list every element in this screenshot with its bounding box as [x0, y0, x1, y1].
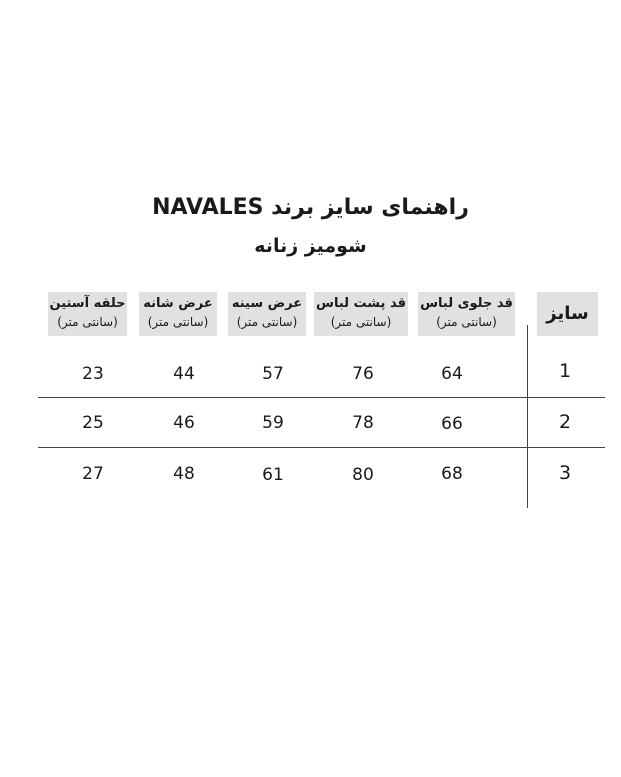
header-sleeve-hole-label: حلقه آستین [49, 296, 126, 311]
header-shoulder-width-unit: (سانتی متر) [147, 315, 209, 329]
table-cell: 57 [262, 364, 284, 384]
header-chest-width-unit: (سانتی متر) [236, 315, 298, 329]
size-guide-title: راهنمای سایز برند NAVALES [152, 195, 469, 220]
table-cell: 64 [441, 364, 463, 384]
table-cell: 78 [352, 413, 374, 433]
header-sleeve-hole [48, 292, 127, 336]
row-size-1: 1 [558, 360, 572, 382]
table-cell: 23 [82, 364, 104, 384]
size-column-header: سایز [537, 292, 598, 336]
column-divider [527, 325, 528, 508]
row-size-2: 2 [558, 411, 572, 433]
header-back-length [314, 292, 408, 336]
product-subtitle: شومیز زنانه [254, 235, 367, 257]
header-back-length-unit: (سانتی متر) [330, 315, 392, 329]
row-divider [38, 447, 605, 448]
row-size-3: 3 [558, 462, 572, 484]
table-cell: 76 [352, 364, 374, 384]
table-cell: 44 [173, 364, 195, 384]
table-cell: 68 [441, 464, 463, 484]
header-front-length [418, 292, 515, 336]
row-divider [38, 397, 605, 398]
header-sleeve-hole-unit: (سانتی متر) [57, 315, 118, 329]
table-cell: 80 [352, 465, 374, 485]
header-back-length-label: قد پشت لباس [316, 296, 406, 311]
header-chest-width [228, 292, 306, 336]
header-front-length-unit: (سانتی متر) [436, 315, 497, 329]
header-shoulder-width-label: عرض شانه [143, 296, 213, 311]
table-cell: 48 [173, 464, 195, 484]
header-shoulder-width [139, 292, 217, 336]
table-cell: 27 [82, 464, 104, 484]
table-cell: 25 [82, 413, 104, 433]
table-cell: 59 [262, 413, 284, 433]
table-cell: 46 [173, 413, 195, 433]
table-cell: 61 [262, 465, 284, 485]
header-chest-width-label: عرض سینه [231, 296, 303, 311]
table-cell: 66 [441, 414, 463, 434]
header-front-length-label: قد جلوی لباس [420, 296, 513, 311]
